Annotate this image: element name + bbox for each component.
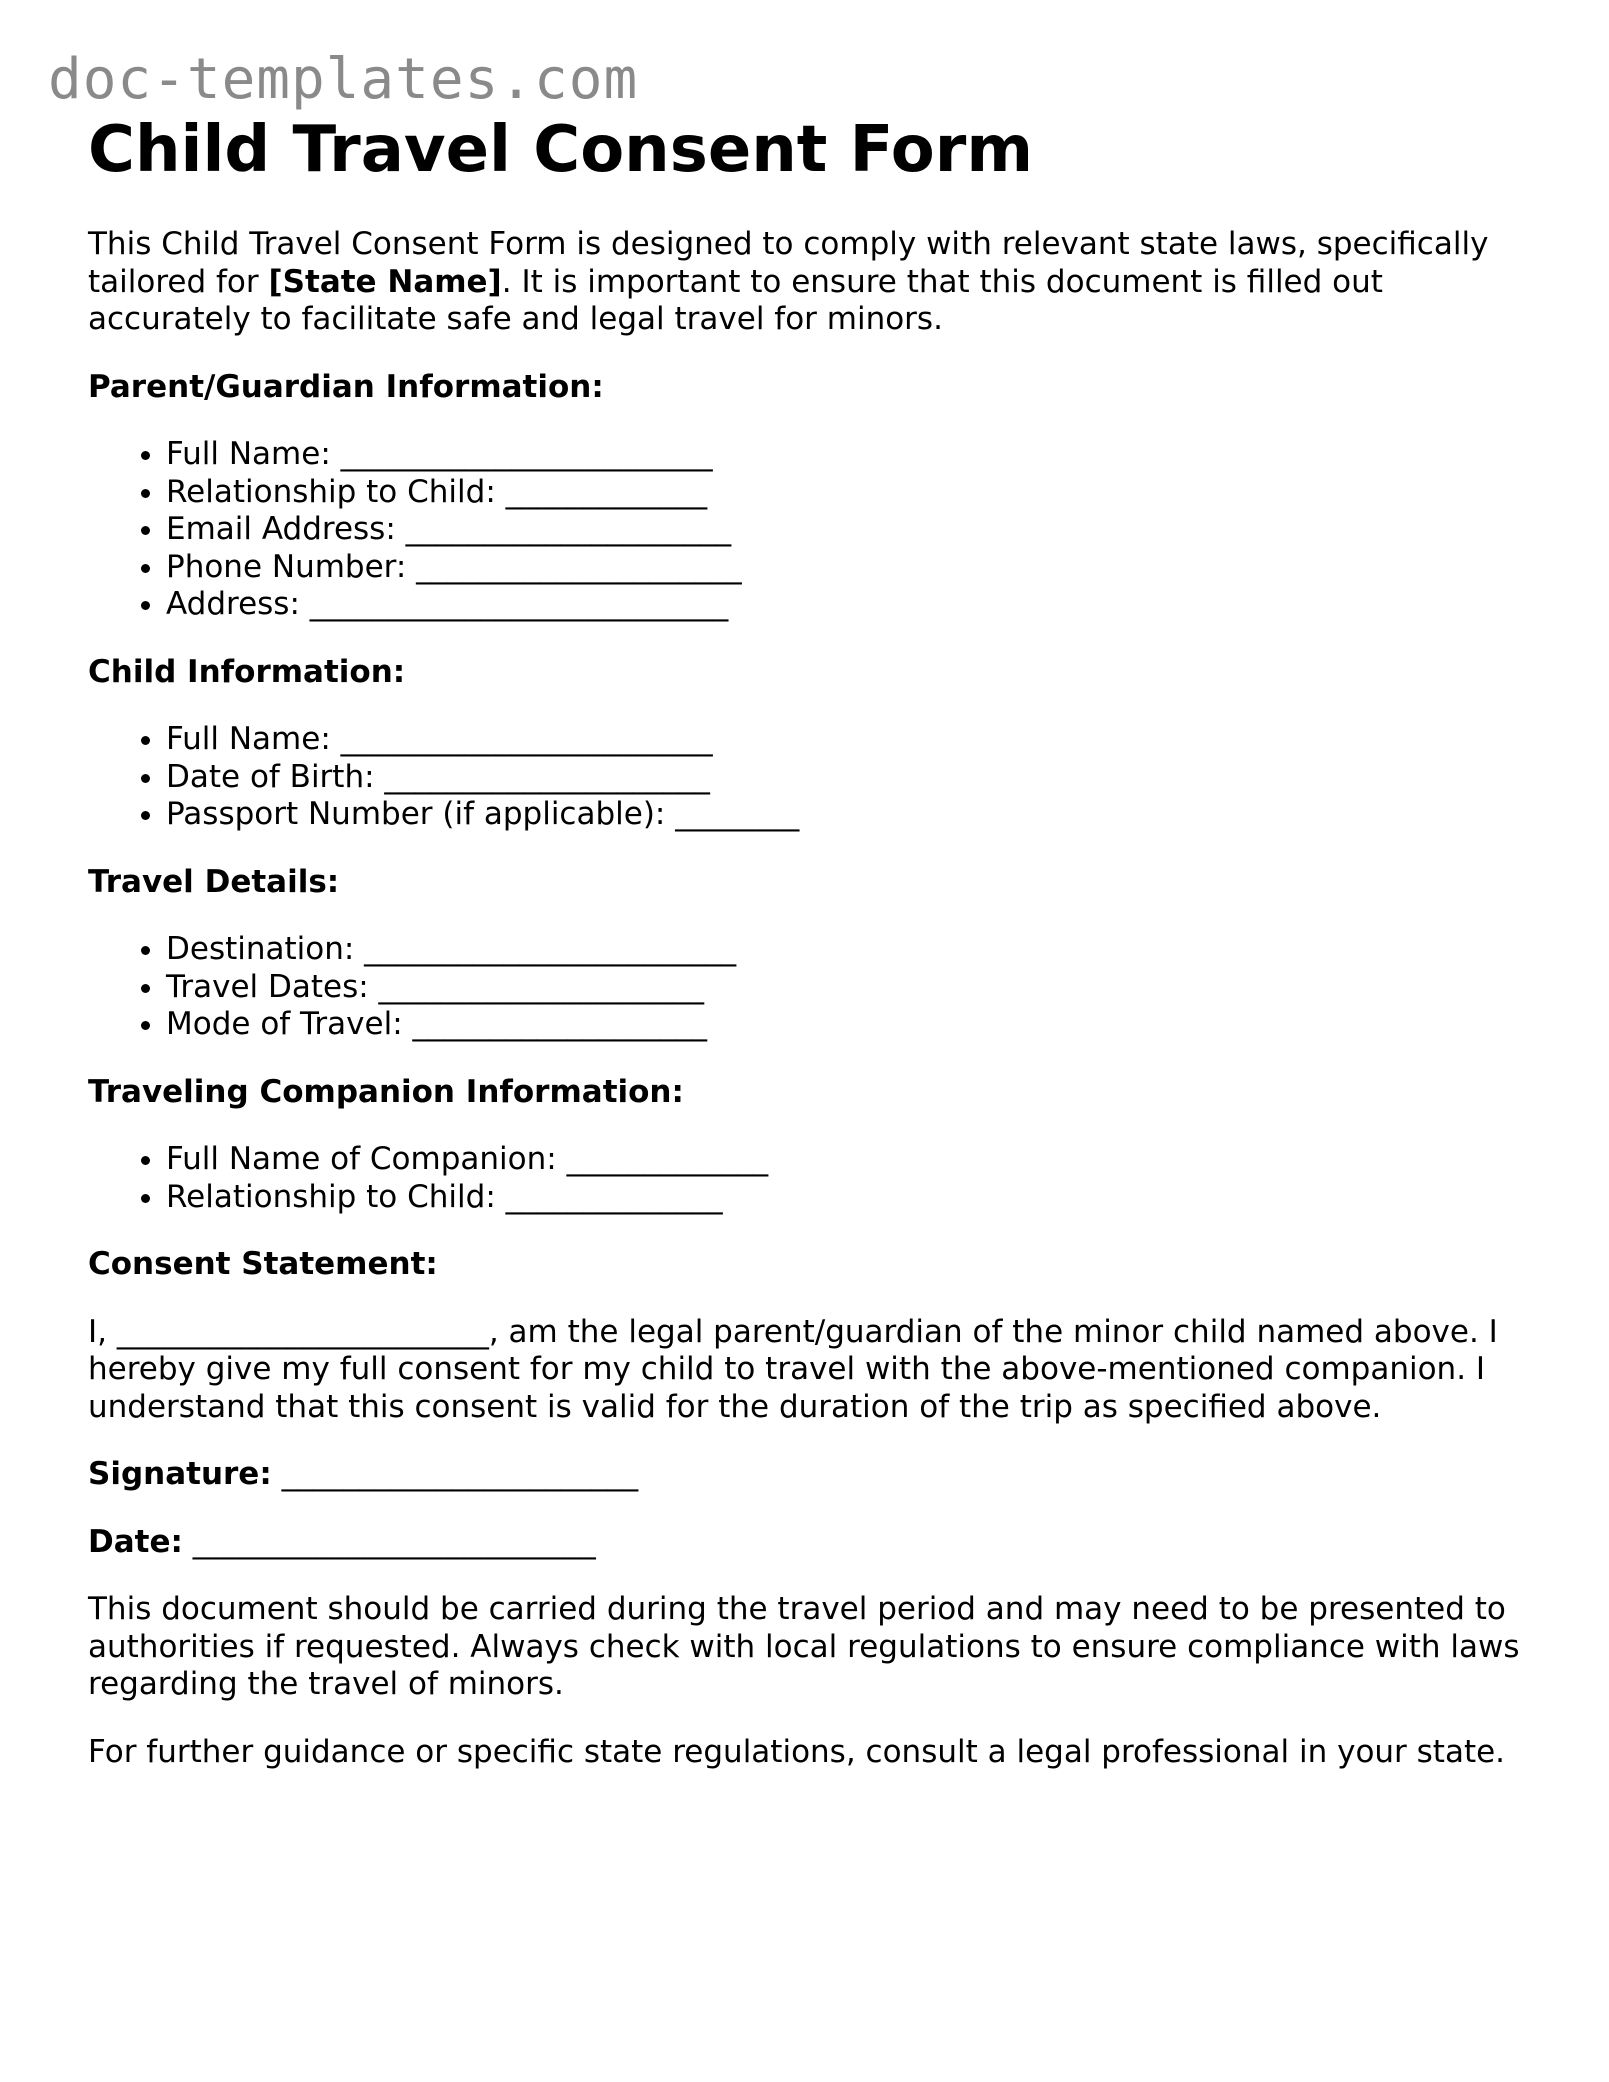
- child-date-of-birth-field: • Date of Birth: _____________________: [166, 759, 1528, 797]
- travel-details-heading: Travel Details:: [88, 863, 340, 900]
- destination-field: • Destination: ________________________: [166, 931, 1528, 969]
- parent-address-field: • Address: ___________________________: [166, 586, 1528, 624]
- traveling-companion-heading: Traveling Companion Information:: [88, 1073, 684, 1110]
- document-page: [88, 114, 1528, 1771]
- child-information-list: [88, 721, 1528, 834]
- page-title: Child Travel Consent Form: [88, 113, 1033, 187]
- companion-relationship-field: • Relationship to Child: ______________: [166, 1179, 1528, 1217]
- parent-phone-field: • Phone Number: _____________________: [166, 549, 1528, 587]
- parent-guardian-heading: Parent/Guardian Information:: [88, 368, 604, 405]
- intro-paragraph: [88, 226, 1528, 339]
- signature-line: _______________________: [281, 1456, 639, 1492]
- parent-guardian-list: [88, 436, 1528, 624]
- intro-text-after: . It is important to ensure that this document is filled out accurately to facilitate safe and legal travel for minors.: [88, 263, 1383, 337]
- state-name-placeholder: [State Name]: [268, 263, 502, 300]
- parent-relationship-field: • Relationship to Child: _____________: [166, 474, 1528, 512]
- consent-statement-heading: Consent Statement:: [88, 1246, 438, 1282]
- date-field: [88, 1524, 1528, 1562]
- consent-statement-text: I, ________________________, am the legal parent/guardian of the minor child named above. I hereby give my full consent for my child to travel with the above-mentioned companion. I understand that this consent is valid for the duration of the trip as specified above.: [88, 1313, 1498, 1425]
- parent-full-name-field: • Full Name: ________________________: [166, 436, 1528, 474]
- intro-text-before: This Child Travel Consent Form is designed to comply with relevant state laws, specifically tailored for: [88, 226, 1489, 300]
- child-full-name-field: • Full Name: ________________________: [166, 721, 1528, 759]
- signature-field: [88, 1456, 1528, 1494]
- travel-details-list: [88, 931, 1528, 1044]
- companion-full-name-field: • Full Name of Companion: _____________: [166, 1141, 1528, 1179]
- date-label: Date:: [88, 1523, 183, 1560]
- mode-of-travel-field: • Mode of Travel: ___________________: [166, 1006, 1528, 1044]
- date-line: __________________________: [192, 1523, 596, 1560]
- travel-dates-field: • Travel Dates: _____________________: [166, 969, 1528, 1007]
- child-passport-number-field: • Passport Number (if applicable): ________: [166, 796, 1528, 834]
- legal-guidance-note: For further guidance or specific state regulations, consult a legal professional in your state.: [88, 1733, 1506, 1770]
- signature-label: Signature:: [88, 1456, 272, 1492]
- parent-email-field: • Email Address: _____________________: [166, 511, 1528, 549]
- child-information-heading: Child Information:: [88, 653, 406, 690]
- carry-document-note: This document should be carried during the travel period and may need to be presented to authorities if requested. Always check with local regulations to ensure compliance with laws regarding the travel of minors.: [88, 1591, 1520, 1702]
- watermark: doc-templates.com: [48, 47, 639, 112]
- traveling-companion-list: [88, 1141, 1528, 1216]
